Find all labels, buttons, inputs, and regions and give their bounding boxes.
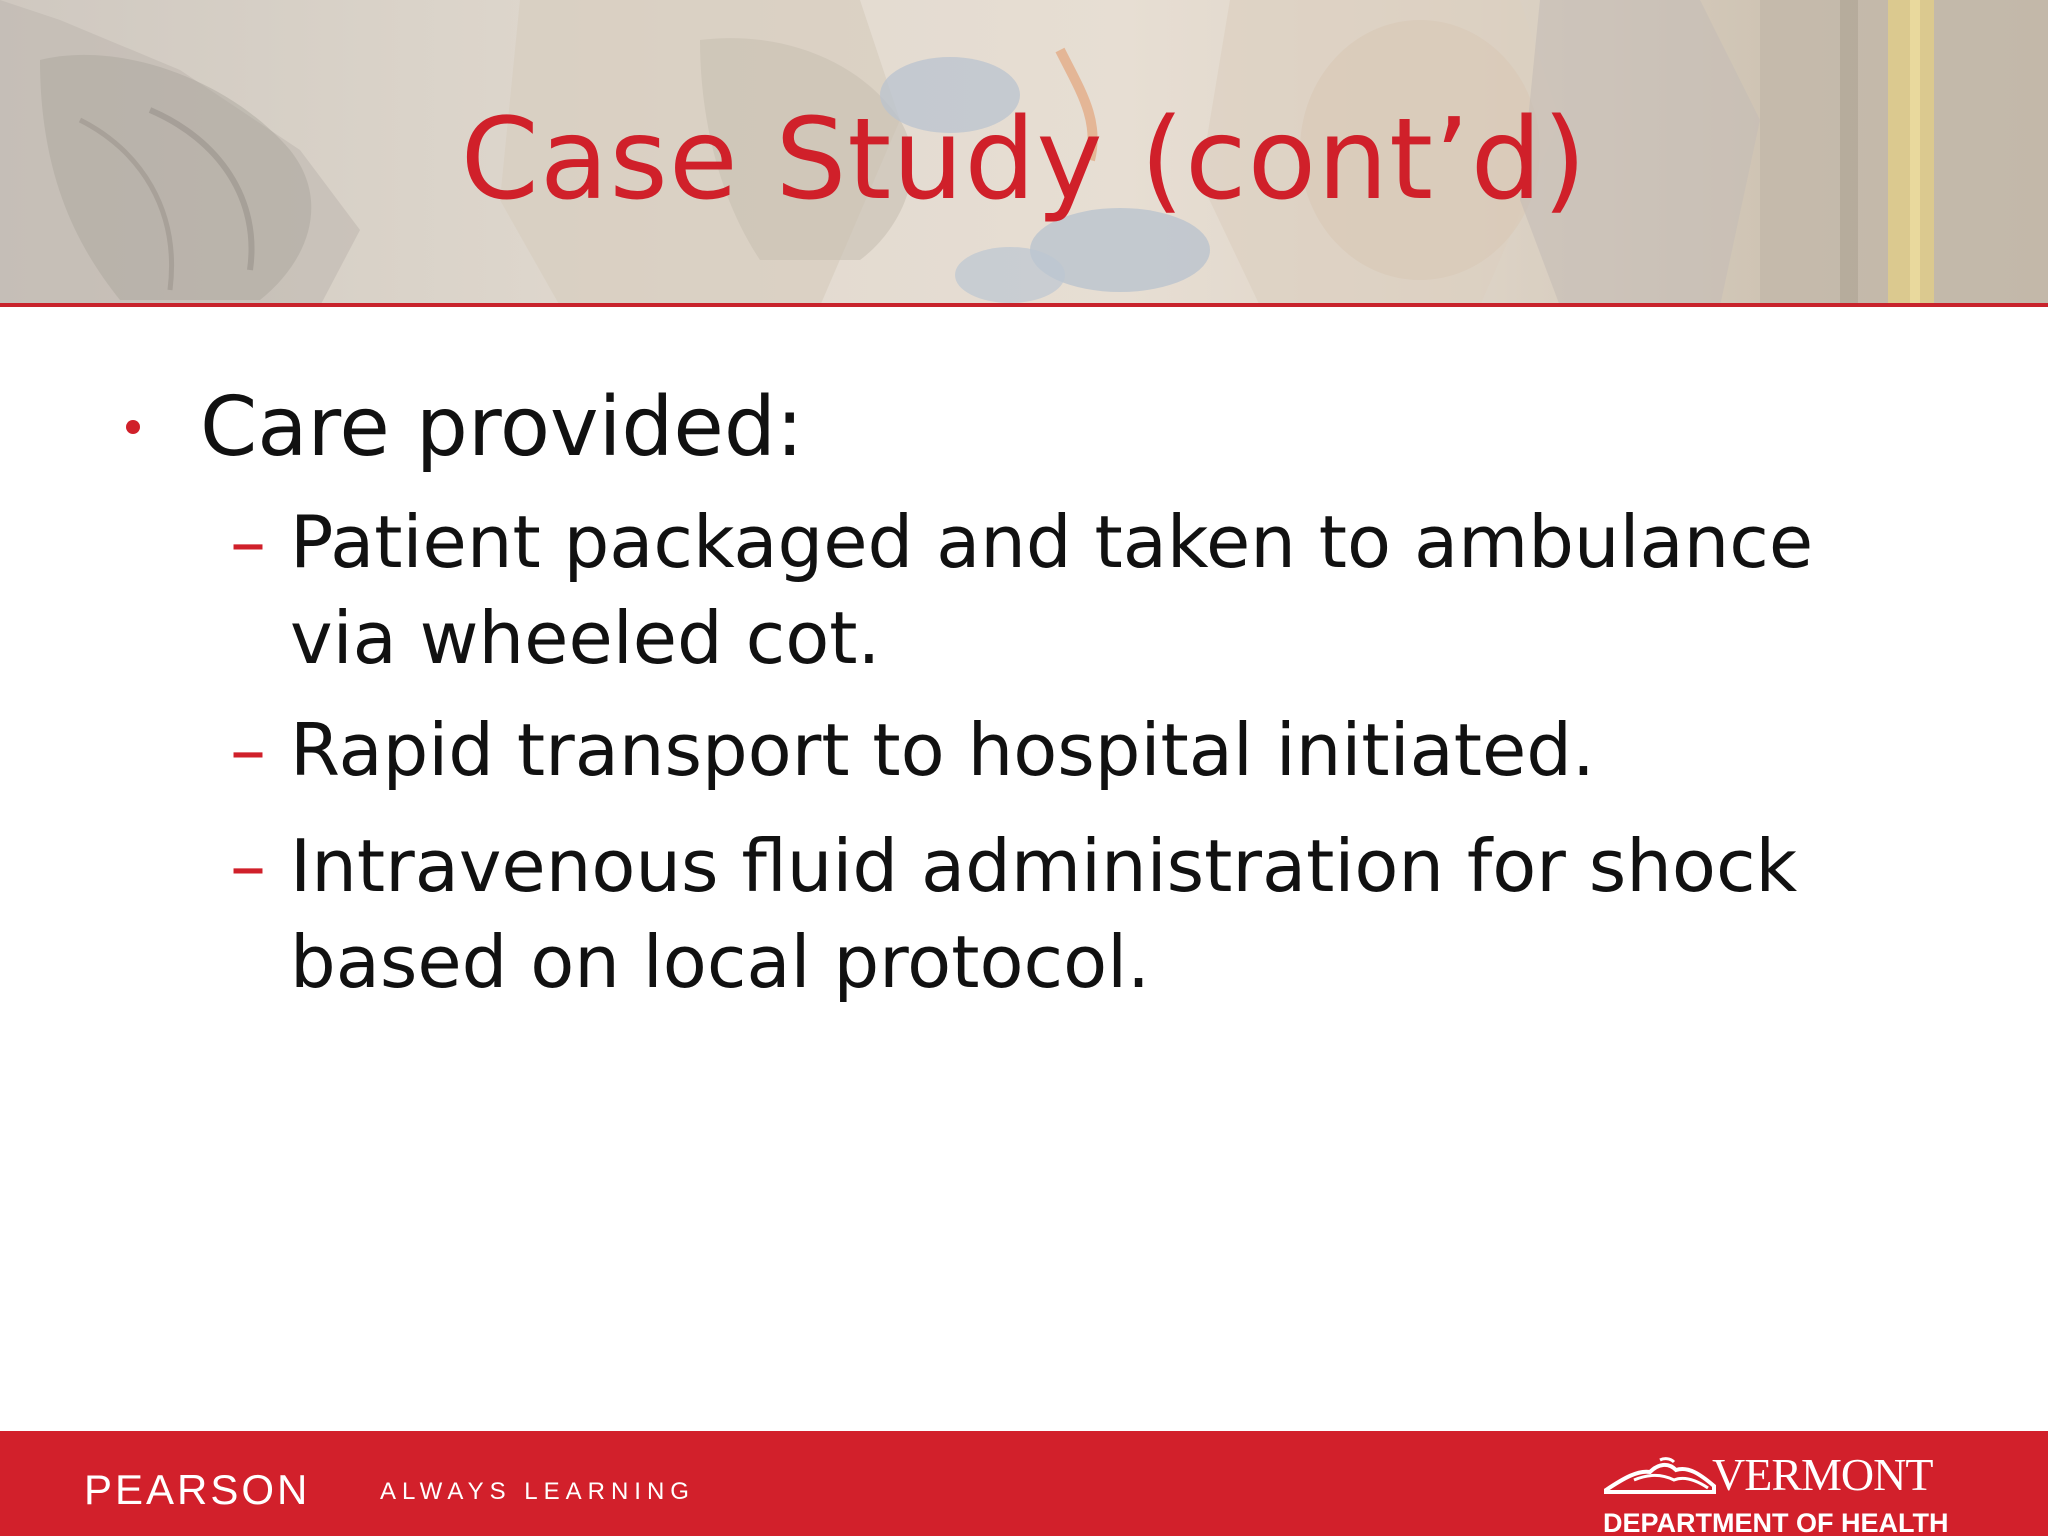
sub-bullet-text: Rapid transport to hospital initiated. [290, 708, 1595, 792]
header-divider [0, 303, 2048, 307]
partner-logo-dept: DEPARTMENT OF HEALTH [1603, 1508, 1949, 1536]
bullet-dot-icon [126, 420, 140, 434]
dash-icon: – [230, 824, 266, 908]
publisher-logo: PEARSON [84, 1466, 311, 1513]
slide-title: Case Study (cont’d) [460, 95, 1588, 225]
publisher-tagline: ALWAYS LEARNING [380, 1478, 695, 1505]
sub-bullet-text: Intravenous fluid administration for shock based on local protocol. [290, 824, 1798, 1004]
dash-icon: – [230, 500, 266, 584]
vermont-mountain-icon [1604, 1456, 1716, 1494]
sub-bullet-text: Patient packaged and taken to ambulance via wheeled cot. [290, 500, 1814, 680]
bullet-text: Care provided: [200, 380, 804, 475]
dash-icon: – [230, 708, 266, 792]
partner-logo-name: VERMONT [1712, 1449, 1933, 1500]
